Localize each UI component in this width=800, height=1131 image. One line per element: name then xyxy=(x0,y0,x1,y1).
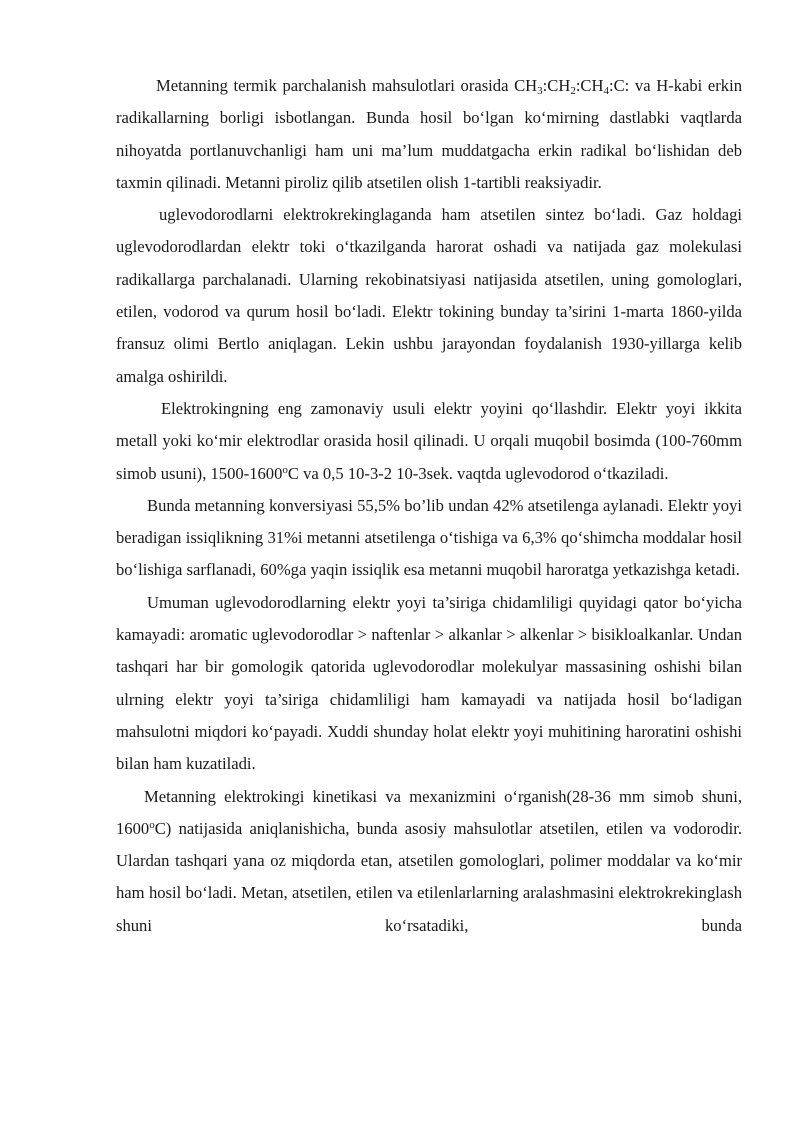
paragraph-6-text-a: Metanning elektrokingi kinetikasi va mexanizmini o‘rganish(28-36 mm simob shuni, 1600 xyxy=(116,786,742,838)
paragraph-1-text-b: :CH xyxy=(542,76,571,95)
paragraph-3-text-b: C va 0,5 10-3-2 10-3sek. vaqtda uglevodorod o‘tkaziladi. xyxy=(287,463,669,483)
paragraph-6-text-b: C) natijasida aniqlanishicha, bunda asosiy mahsulotlar atsetilen, etilen va vodorodir. Ulardan tashqari yana oz miqdorda etan, atsetilen gomologlari, polimer moddalar va ko‘mir ham hosil bo‘ladi. Metan, atsetilen, etilen va etilenlarlarning aralashmasini elektrokrekinglash shuni ko‘rsatadiki, bunda xyxy=(116,818,742,935)
document-page xyxy=(116,70,742,942)
paragraph-6 xyxy=(116,781,742,942)
paragraph-4: Bunda metanning konversiyasi 55,5% bo’lib undan 42% atsetilenga aylanadi. Elektr yoyi beradigan issiqlikning 31%i metanni atsetilenga o‘tishiga va 6,3% qo‘shimcha moddalar hosil bo‘lishiga sarflanadi, 60%ga yaqin issiqlik esa metanni muqobil haroratga yetkazishga ketadi. xyxy=(116,495,742,580)
paragraph-1-text-a: Metanning termik parchalanish mahsulotlari orasida CH xyxy=(156,76,538,95)
paragraph-2: uglevodorodlarni elektrokrekinglaganda ham atsetilen sintez bo‘ladi. Gaz holdagi uglevodorodlardan elektr toki o‘tkazilganda harorat oshadi va natijada gaz molekulasi radikallarga parchalanadi. Ularning rekobinatsiyasi natijasida atsetilen, uning gomologlari, etilen, vodorod va qurum hosil bo‘ladi. Elektr tokining bunday ta’sirini 1-marta 1860-yilda fransuz olimi Bertlo aniqlagan. Lekin ushbu jarayondan foydalanish 1930-yillarga kelib amalga oshirildi. xyxy=(116,205,742,386)
paragraph-3-text-a: Elektrokingning eng zamonaviy usuli elektr yoyini qo‘llashdir. Elektr yoyi ikkita metall yoki ko‘mir elektrodlar orasida hosil qilinadi. U orqali muqobil bosimda (100-760mm simob usuni), 1500-1600 xyxy=(116,398,742,483)
paragraph-3 xyxy=(116,393,742,490)
paragraph-1-text-d: :C: va H-kabi erkin radikallarning borligi isbotlangan. Bunda hosil bo‘lgan ko‘mirning dastlabki vaqtlarda nihoyatda portlanuvchanligi ham uni ma’lum muddatgacha erkin radikal bo‘lishidan deb taxmin qilinadi. Metanni piroliz qilib atsetilen olish 1-tartibli reaksiyadir. xyxy=(116,76,742,192)
subscript-4: 4 xyxy=(603,85,609,97)
degree-superscript: o xyxy=(149,818,155,831)
subscript-2: 2 xyxy=(570,85,576,97)
paragraph-1-text-c: :CH xyxy=(575,76,604,95)
degree-superscript: o xyxy=(282,463,288,476)
paragraph-5: Umuman uglevodorodlarning elektr yoyi ta’siriga chidamliligi quyidagi qator bo‘yicha kamayadi: aromatic uglevodorodlar > naftenlar > alkanlar > alkenlar > bisikloalkanlar. Undan tashqari har bir gomologik qatorida uglevodorodlar molekulyar massasining oshishi bilan ulrning elektr yoyi ta’siriga chidamliligi ham kamayadi va natijada hosil bo‘ladigan mahsulotni miqdori ko‘payadi. Xuddi shunday holat elektr yoyi muhitining haroratini oshishi bilan ham kuzatiladi. xyxy=(116,592,742,774)
paragraph-1 xyxy=(116,70,742,199)
subscript-3: 3 xyxy=(537,85,543,97)
